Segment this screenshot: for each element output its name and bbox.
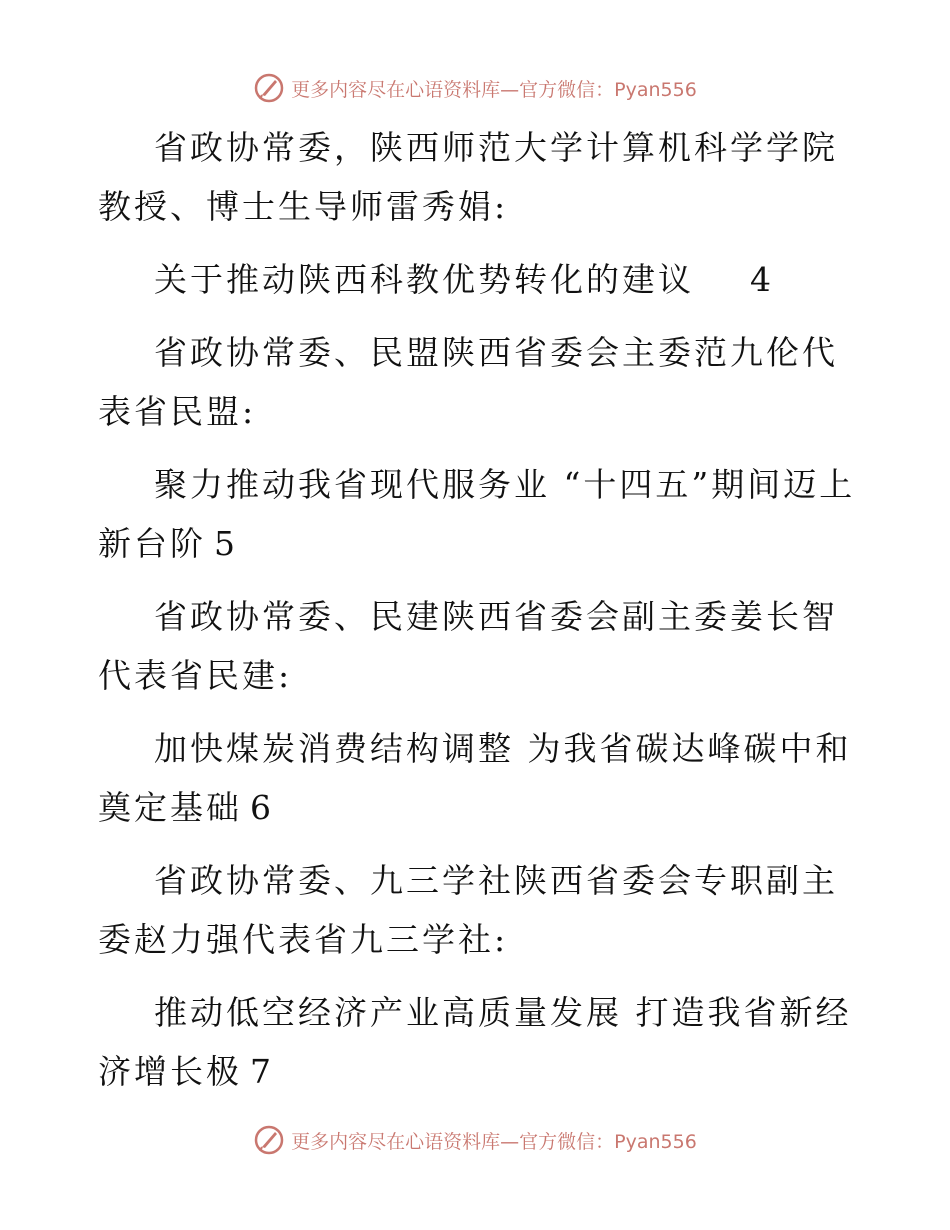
paragraph: 聚力推动我省现代服务业 “十四五”期间迈上新台阶 5 [98,465,856,563]
page-number: 5 [214,524,238,563]
document-body [98,118,858,1115]
paragraph: 省政协常委、民建陕西省委会副主委姜长智代表省民建: [98,597,838,695]
paragraph: 关于推动陕西科教优势转化的建议 4 [154,260,774,299]
watermark-text: 更多内容尽在心语资料库—官方微信：Pyan556 [291,78,697,101]
footer-watermark [0,1124,950,1156]
page-number: 6 [250,788,274,827]
paragraph: 省政协常委、九三学社陕西省委会专职副主委赵力强代表省九三学社: [98,861,838,959]
paragraph: 省政协常委、民盟陕西省委会主委范九伦代表省民盟: [98,333,838,431]
page-number: 7 [250,1052,274,1091]
paragraph: 省政协常委，陕西师范大学计算机科学学院教授、博士生导师雷秀娟: [98,128,838,226]
paragraph: 加快煤炭消费结构调整 为我省碳达峰碳中和奠定基础 6 [98,729,852,827]
quill-logo-icon [253,1124,285,1156]
page-number: 4 [750,260,774,299]
header-watermark [0,72,950,104]
watermark-text: 更多内容尽在心语资料库—官方微信：Pyan556 [291,1130,697,1153]
quill-logo-icon [253,72,285,104]
paragraph: 推动低空经济产业高质量发展 打造我省新经济增长极 7 [98,993,852,1091]
